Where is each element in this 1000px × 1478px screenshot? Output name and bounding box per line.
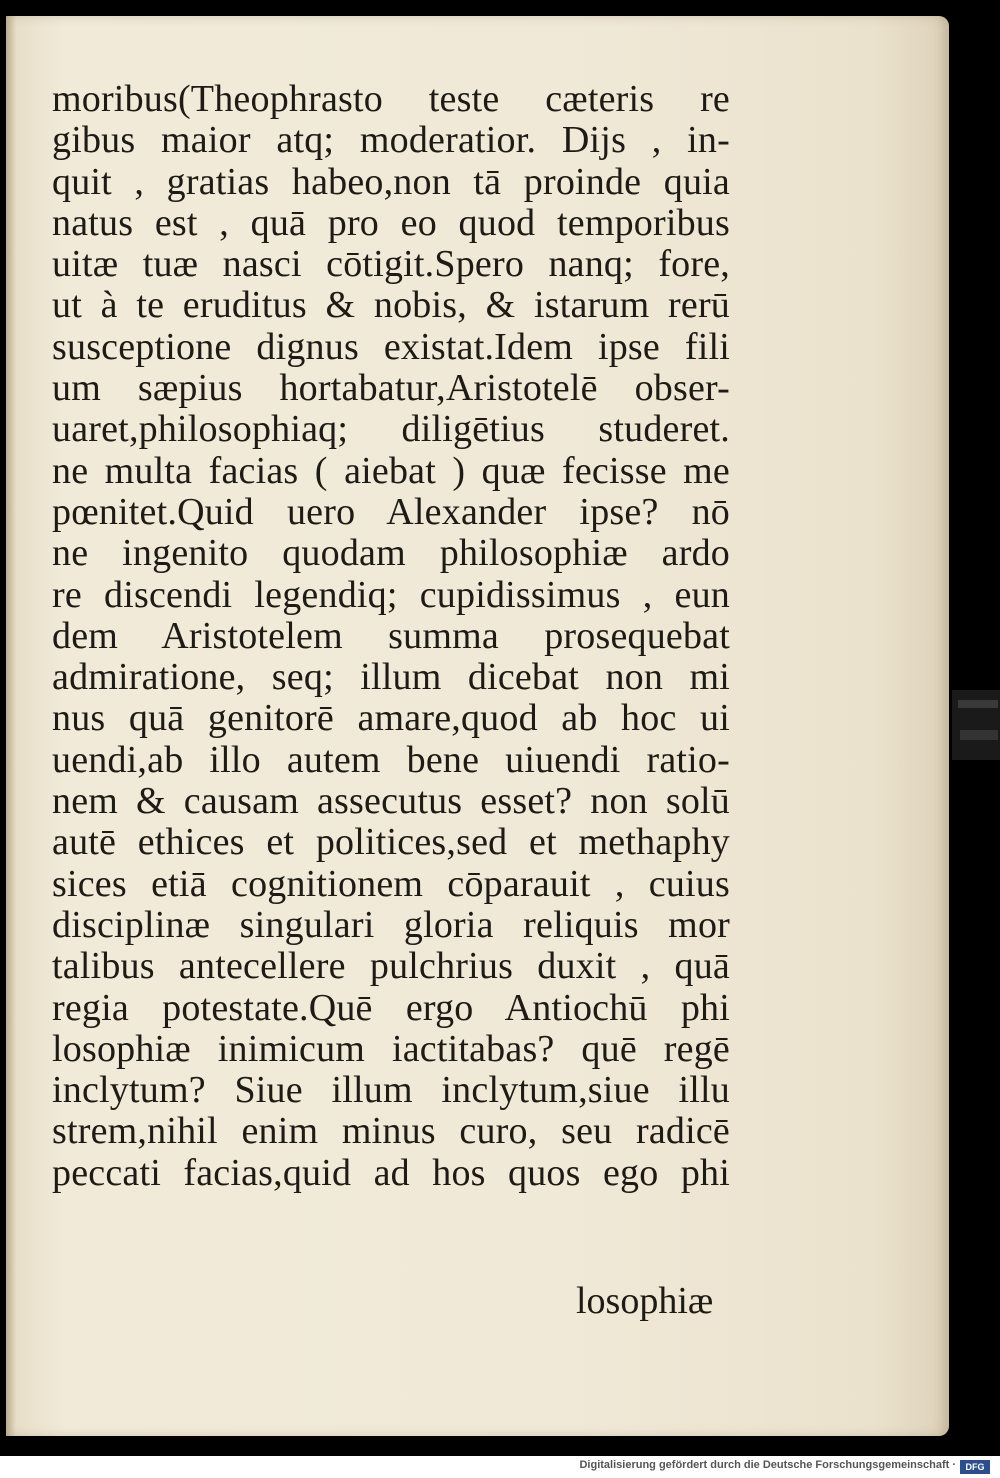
dfg-logo-icon: DFG [960, 1460, 990, 1474]
text-line: ne multa facias ( aiebat ) quæ fecisse me [52, 450, 730, 492]
text-line: pœnitet.Quid uero Alexander ipse? nō [52, 491, 730, 533]
text-line: uendi,ab illo autem bene uiuendi ratio- [52, 739, 730, 781]
text-line: re discendi legendiq; cupidissimus , eun [52, 574, 730, 616]
text-line: inclytum? Siue illum inclytum,siue illu [52, 1070, 730, 1112]
text-line: susceptione dignus existat.Idem ipse fili [52, 326, 730, 368]
adjacent-page-text-fragment [958, 700, 998, 708]
text-line: nem & causam assecutus esset? non solū [52, 781, 730, 823]
text-line: quit , gratias habeo,non tā proinde quia [52, 161, 730, 203]
page-gutter-shadow [6, 16, 16, 1436]
text-line: ut à te eruditus & nobis, & istarum rerū [52, 285, 730, 327]
adjacent-page-text-fragment [960, 730, 998, 740]
catchword: losophiæ [576, 1280, 714, 1322]
text-line: autē ethices et politices,sed et methaphy [52, 822, 730, 864]
text-line: peccati facias,quid ad hos quos ego phi [52, 1152, 730, 1194]
text-line: dem Aristotelem summa prosequebat [52, 615, 730, 657]
text-line: ne ingenito quodam philosophiæ ardo [52, 533, 730, 575]
text-line: strem,nihil enim minus curo, seu radicē [52, 1111, 730, 1153]
text-line: uaret,philosophiaq; diligētius studeret. [52, 409, 730, 451]
digitization-footer [0, 1456, 1000, 1478]
text-line: disciplinæ singulari gloria reliquis mor [52, 904, 730, 946]
text-line: moribus(Theophrasto teste cæteris re [52, 79, 730, 120]
text-line: admiratione, seq; illum dicebat non mi [52, 657, 730, 699]
text-line: sices etiā cognitionem cōparauit , cuius [52, 863, 730, 905]
text-line: uitæ tuæ nasci cōtigit.Spero nanq; fore, [52, 244, 730, 286]
text-line: nus quā genitorē amare,quod ab hoc ui [52, 698, 730, 740]
body-text [52, 79, 742, 1194]
text-line: gibus maior atq; moderatior. Dijs , in- [52, 120, 730, 162]
text-line: natus est , quā pro eo quod temporibus [52, 202, 730, 244]
text-line: talibus antecellere pulchrius duxit , quā [52, 946, 730, 988]
footer-credit: Digitalisierung gefördert durch die Deutsche Forschungsgemeinschaft · [579, 1459, 956, 1471]
text-line: um sæpius hortabatur,Aristotelē obser- [52, 368, 730, 410]
text-line: losophiæ inimicum iactitabas? quē regē [52, 1028, 730, 1070]
text-line: regia potestate.Quē ergo Antiochū phi [52, 987, 730, 1029]
